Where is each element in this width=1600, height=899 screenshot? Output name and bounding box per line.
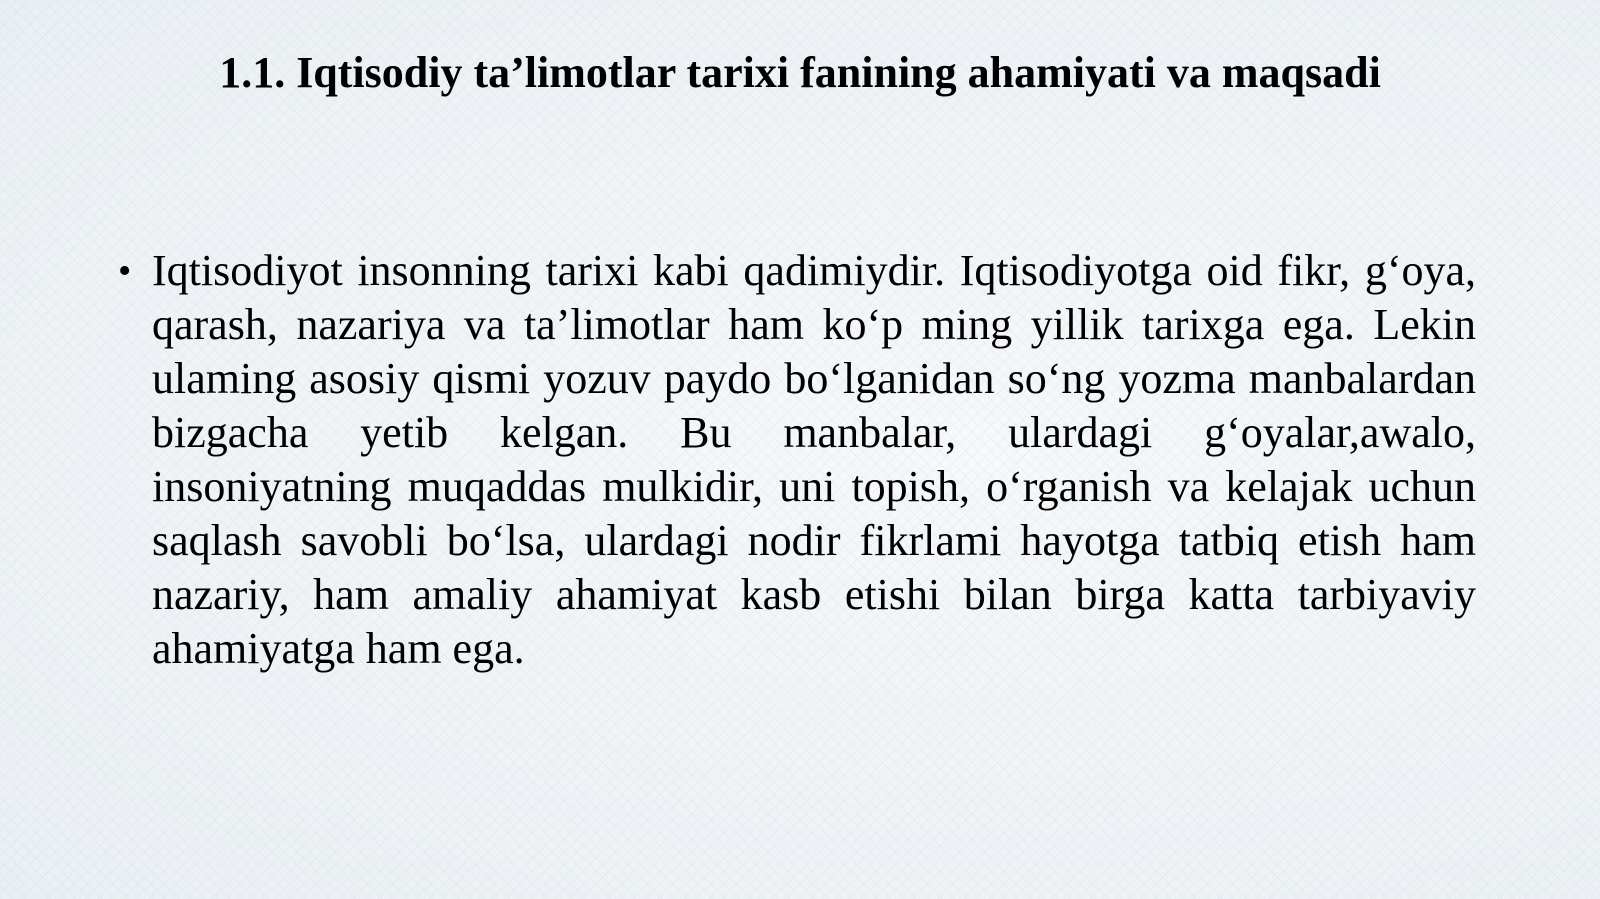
bullet-text: Iqtisodiyot insonning tarixi kabi qadimiydir. Iqtisodiyotga oid fikr, g‘oya, qarash, nazariya va ta’limotlar ham ko‘p ming yillik tarixga ega. Lekin ulaming asosiy qismi yozuv paydo bo‘lganidan so‘ng yozma manbalardan bizgacha yetib kelgan. Bu manbalar, ulardagi g‘oyalar,awalo, insoniyatning muqaddas mulkidir, uni topish, o‘rganish va kelajak uchun saqlash savobli bo‘lsa, ulardagi nodir fikrlami hayotga tatbiq etish ham nazariy, ham amaliy ahamiyat kasb etishi bilan birga katta tarbiyaviy ahamiyatga ham ega. — [152, 246, 1476, 673]
slide-title: 1.1. Iqtisodiy ta’limotlar tarixi fanining ahamiyati va maqsadi — [219, 48, 1381, 97]
bullet-item — [118, 244, 1476, 676]
bullet-marker: • — [118, 250, 132, 292]
slide-content — [118, 244, 1476, 676]
